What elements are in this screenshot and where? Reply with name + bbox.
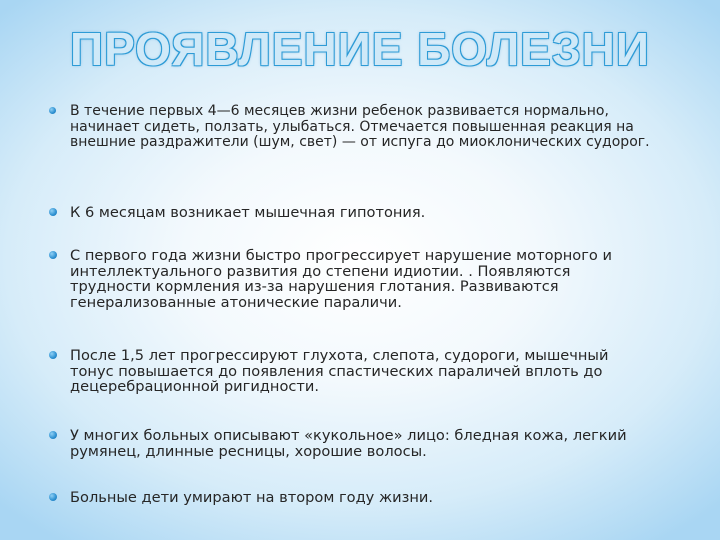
list-item (52, 490, 652, 506)
bullet-dot-icon (49, 351, 57, 359)
list-item (52, 205, 652, 221)
bullet-dot-icon (49, 107, 56, 114)
slide-title: ПРОЯВЛЕНИЕ БОЛЕЗНИ (70, 23, 650, 75)
list-item (52, 428, 652, 459)
bullet-text: Больные дети умирают на втором году жизни. (70, 489, 434, 506)
bullet-text: После 1,5 лет прогрессируют глухота, слепота, судороги, мышечный тонус повышается до появления спастических параличей вплоть до децеребрационной ригидности. (70, 347, 609, 395)
bullet-dot-icon (49, 431, 57, 439)
bullet-text: К 6 месяцам возникает мышечная гипотония. (70, 204, 426, 221)
bullet-dot-icon (49, 208, 57, 216)
bullet-text: В течение первых 4—6 месяцев жизни ребенок развивается нормально, начинает сидеть, ползать, улыбаться. Отмечается повышенная реакция на внешние раздражители (шум, свет) — от испуга до миоклонических судорог. (70, 103, 650, 150)
list-item (52, 348, 652, 395)
list-item (52, 104, 652, 151)
list-item (52, 248, 652, 310)
bullet-text: У многих больных описывают «кукольное» лицо: бледная кожа, легкий румянец, длинные ресницы, хорошие волосы. (70, 427, 627, 460)
bullet-text: С первого года жизни быстро прогрессирует нарушение моторного и интеллектуального развития до степени идиотии. . Появляются трудности кормления из-за нарушения глотания. Развиваются генерализованные атонические параличи. (70, 247, 612, 311)
bullet-dot-icon (49, 493, 57, 501)
bullet-dot-icon (49, 251, 57, 259)
